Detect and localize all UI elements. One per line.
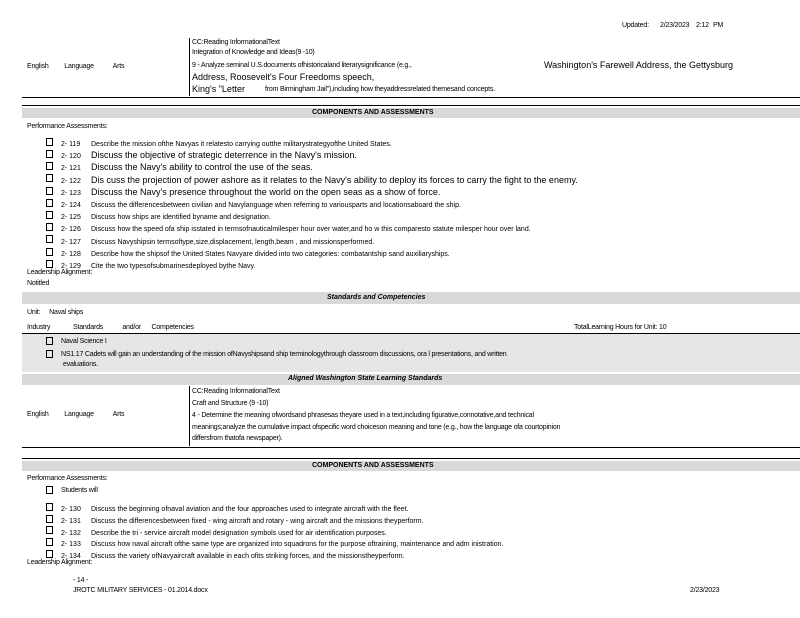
- assessment-code: 2- 119: [61, 141, 81, 148]
- assessment-code: 2- 123: [61, 189, 81, 197]
- assessment-item: [46, 545, 405, 563]
- perf2-students-text: Students will: [61, 486, 98, 494]
- assessment-text: Discuss the variety ofNavyaircraft available in each ofits striking forces, and the missionstheyperform.: [91, 553, 405, 561]
- section1-cc: CC:Reading InformationalText: [192, 39, 280, 46]
- perf2-leadership: Leadership Alignment:: [27, 559, 93, 566]
- assessment-text: Describe the tri - service aircraft model designation symbols used for air identification purposes.: [91, 529, 387, 537]
- assessment-code: 2- 122: [61, 177, 81, 185]
- checkbox-icon: [46, 260, 53, 268]
- assessment-code: 2- 126: [61, 226, 81, 234]
- checkbox-icon: [46, 486, 53, 494]
- assessment-code: 2- 129: [61, 263, 81, 270]
- assessment-text: Discuss the differencesbetween civilian and Navylanguage when referring to variousparts and locationsaboard the ship.: [91, 202, 461, 209]
- cna2-bar: [22, 461, 800, 471]
- section2-std3: differsfrom thatofa newspaper).: [192, 435, 283, 442]
- aligned-title: Aligned Washington State Learning Standards: [288, 375, 443, 382]
- industry-item2-text: NS1.17 Cadets will gain an understanding of the mission ofNavyshipsand ship terminologythrough classroom discussions, ora l presentations, and written: [61, 350, 507, 358]
- updated-label: Updated:: [622, 22, 649, 29]
- section2-cc: CC:Reading InformationalText: [192, 388, 280, 395]
- assessment-text: Discuss Navyshipsin termsoftype,size,displacement, length,beam , and missionsperformed.: [91, 238, 375, 246]
- assessment-code: 2- 128: [61, 250, 81, 258]
- subject-word: English: [27, 63, 49, 70]
- subject-word: Language: [64, 411, 94, 418]
- assessment-code: 2- 133: [61, 541, 81, 549]
- industry-h-competencies: Competencies: [151, 324, 194, 331]
- perf1-leadership: Leadership Alignment:: [27, 269, 93, 276]
- assessment-text: Discuss the Navy's presence throughout the world on the open seas as a show of force.: [91, 186, 441, 197]
- assessment-code: 2- 124: [61, 202, 81, 209]
- footer-right: 2/23/2023: [690, 587, 720, 594]
- updated-time: 2:12: [696, 22, 709, 29]
- section1-divider: [189, 38, 190, 96]
- assessment-code: 2- 130: [61, 506, 81, 513]
- updated-date: 2/23/2023: [660, 22, 690, 29]
- updated-ampm: PM: [713, 22, 724, 29]
- section1-strand: Integration of Knowledge and Ideas(9 -10): [192, 49, 315, 56]
- assessment-text: Describe the mission ofthe Navyas it relatesto carrying outthe militarystrategyofthe United States.: [91, 141, 392, 148]
- cna1-bar: [22, 108, 800, 118]
- checkbox-icon: [46, 350, 53, 358]
- sc1-title: Standards and Competencies: [327, 294, 426, 301]
- section2-rule: [22, 447, 800, 448]
- assessment-text: Dis cuss the projection of power ashore as it relates to the Navy's ability to deploy its forces to carry the fight to the enemy.: [91, 174, 578, 185]
- assessment-text: Discuss the Navy's ability to control the use of the seas.: [91, 162, 313, 173]
- aligned-bar: [22, 374, 800, 385]
- section2-strand: Craft and Structure (9 -10): [192, 400, 269, 407]
- assessment-code: 2- 120: [61, 153, 81, 161]
- subject-word: Language: [64, 63, 94, 70]
- industry-h-industry: Industry: [27, 324, 51, 331]
- perf2-label: Performance Assessments:: [27, 475, 108, 482]
- assessment-code: 2- 127: [61, 238, 81, 246]
- industry-item1-text: Naval Science I: [61, 337, 107, 345]
- assessment-code: 2- 125: [61, 214, 81, 222]
- assessment-text: Cite the two typesofsubmarinesdeployed bythe Navy.: [91, 263, 256, 270]
- cna1-rule: [22, 105, 800, 106]
- assessment-text: Discuss how naval aircraft ofthe same type are organized into squadrons for the purpose oftraining, maintenance and adm inistration.: [91, 541, 504, 549]
- subject-word: English: [27, 411, 49, 418]
- cna2-title: COMPONENTS AND ASSESSMENTS: [312, 462, 434, 469]
- section2-std2: meanings;analyze the cumulative impact ofspecific word choiceson meaning and tone (e.g., how the language ofa courtopinion: [192, 424, 561, 431]
- unit-row: [27, 309, 83, 316]
- perf1-notitled: Notitled: [27, 280, 50, 287]
- industry-total-hours: TotalLearning Hours for Unit: 10: [574, 324, 667, 331]
- assessment-text: Discuss how the speed ofa ship isstated in termsofnauticalmilesper hour over water,and ho w this comparesto statute milesper hour over land.: [91, 226, 531, 234]
- perf1-label: Performance Assessments:: [27, 123, 108, 130]
- assessment-code: 2- 132: [61, 529, 81, 537]
- unit-label: Unit:: [27, 309, 41, 316]
- section1-rule: [22, 97, 800, 98]
- assessment-text: Discuss the differencesbetween fixed - wing aircraft and rotary - wing aircraft and the missions theyperform.: [91, 517, 424, 525]
- assessment-text: Discuss the objective of strategic deterrence in the Navy's mission.: [91, 150, 357, 161]
- industry-item2b: evaluations.: [63, 361, 98, 368]
- perf2-students: [46, 486, 98, 494]
- footer-left: JROTC MILITARY SERVICES - 01.2014.docx: [73, 587, 208, 594]
- unit-value: Naval ships: [49, 309, 84, 316]
- assessment-code: 2- 134: [61, 553, 81, 561]
- assessment-text: Discuss the beginning ofnaval aviation and the four approaches used to integrate aircraft with the fleet.: [91, 506, 409, 513]
- section1-big2: Address, Roosevelt's Four Freedoms speech,: [192, 72, 375, 82]
- industry-item1: [46, 337, 107, 345]
- section1-subject: [27, 63, 124, 70]
- industry-h-andor: and/or: [122, 324, 141, 331]
- industry-item2: [46, 350, 506, 358]
- section1-tail: from Birmingham Jail"),including how theyaddressrelated themesand concepts.: [265, 86, 495, 93]
- section1-standard: 9 - Analyze seminal U.S.documents ofhistoricaland literarysignificance (e.g.,: [192, 62, 412, 69]
- subject-word: Arts: [112, 63, 125, 70]
- industry-h-standards: Standards: [73, 324, 104, 331]
- footer-page: - 14 -: [73, 577, 89, 584]
- checkbox-icon: [46, 337, 53, 345]
- section2-std1: 4 - Determine the meaning ofwordsand phrasesas theyare used in a text,including figurative,connotative,and technical: [192, 412, 534, 419]
- assessment-code: 2- 131: [61, 517, 81, 525]
- industry-head: [27, 324, 194, 331]
- section2-divider: [189, 386, 190, 446]
- section1-big3: King's "Letter: [192, 84, 245, 94]
- section2-subject: [27, 411, 124, 418]
- cna2-rule: [22, 458, 800, 459]
- assessment-text: Describe how the shipsof the United States Navyare divided into two categories: combatantship sand auxiliaryships.: [91, 250, 450, 258]
- subject-word: Arts: [112, 411, 125, 418]
- section1-big1: Washington's Farewell Address, the Gettysburg: [544, 60, 733, 70]
- assessment-text: Discuss how ships are identified byname and designation.: [91, 214, 271, 222]
- assessment-code: 2- 121: [61, 165, 81, 173]
- cna1-title: COMPONENTS AND ASSESSMENTS: [312, 109, 434, 116]
- checkbox-icon: [46, 550, 53, 558]
- sc1-bar: [22, 292, 800, 304]
